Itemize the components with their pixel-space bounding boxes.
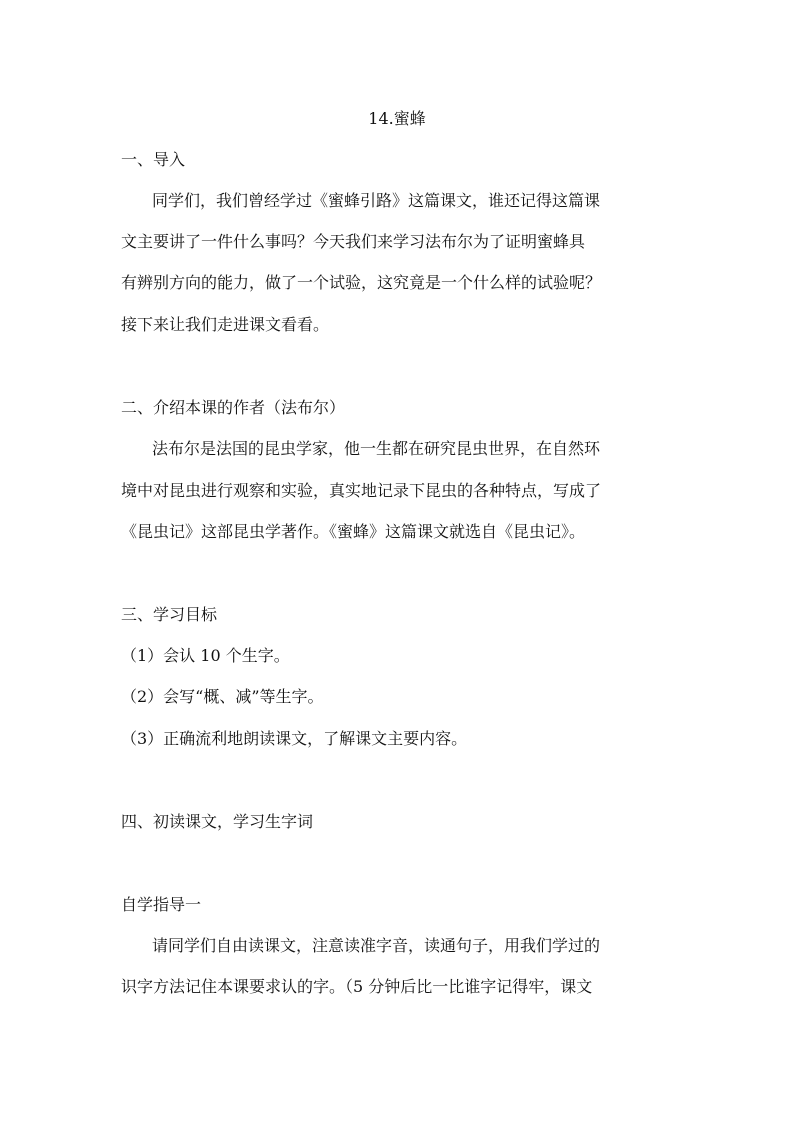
guide-paragraph-line: 请同学们自由读课文，注意读准字音，读通句子，用我们学过的	[152, 936, 601, 955]
author-paragraph-line: 法布尔是法国的昆虫学家，他一生都在研究昆虫世界，在自然环	[152, 439, 601, 458]
guide-heading: 自学指导一	[121, 895, 202, 914]
intro-paragraph-line: 同学们，我们曾经学过《蜜蜂引路》这篇课文，谁还记得这篇课	[152, 191, 601, 210]
intro-paragraph-line: 接下来让我们走进课文看看。	[121, 315, 330, 334]
author-paragraph-line: 《昆虫记》这部昆虫学著作。《蜜蜂》这篇课文就选自《昆虫记》。	[121, 522, 586, 541]
section-heading-intro: 一、导入	[121, 150, 186, 169]
guide-paragraph-line: 识字方法记住本课要求认的字。（5 分钟后比一比谁字记得牢，课文	[121, 977, 593, 996]
section-heading-author: 二、介绍本课的作者（法布尔）	[121, 398, 346, 417]
goal-item: （1）会认 10 个生字。	[121, 646, 290, 665]
section-heading-reading: 四、初读课文，学习生字词	[121, 812, 314, 831]
section-heading-goals: 三、学习目标	[121, 605, 218, 624]
page-title: 14.蜜蜂	[368, 109, 426, 128]
goal-item: （3）正确流利地朗读课文，了解课文主要内容。	[121, 729, 468, 748]
intro-paragraph-line: 文主要讲了一件什么事吗？今天我们来学习法布尔为了证明蜜蜂具	[121, 232, 586, 251]
intro-paragraph-line: 有辨别方向的能力，做了一个试验，这究竟是一个什么样的试验呢？	[121, 273, 602, 292]
author-paragraph-line: 境中对昆虫进行观察和实验，真实地记录下昆虫的各种特点，写成了	[121, 481, 602, 500]
goal-item: （2）会写“概、减”等生字。	[121, 687, 324, 706]
